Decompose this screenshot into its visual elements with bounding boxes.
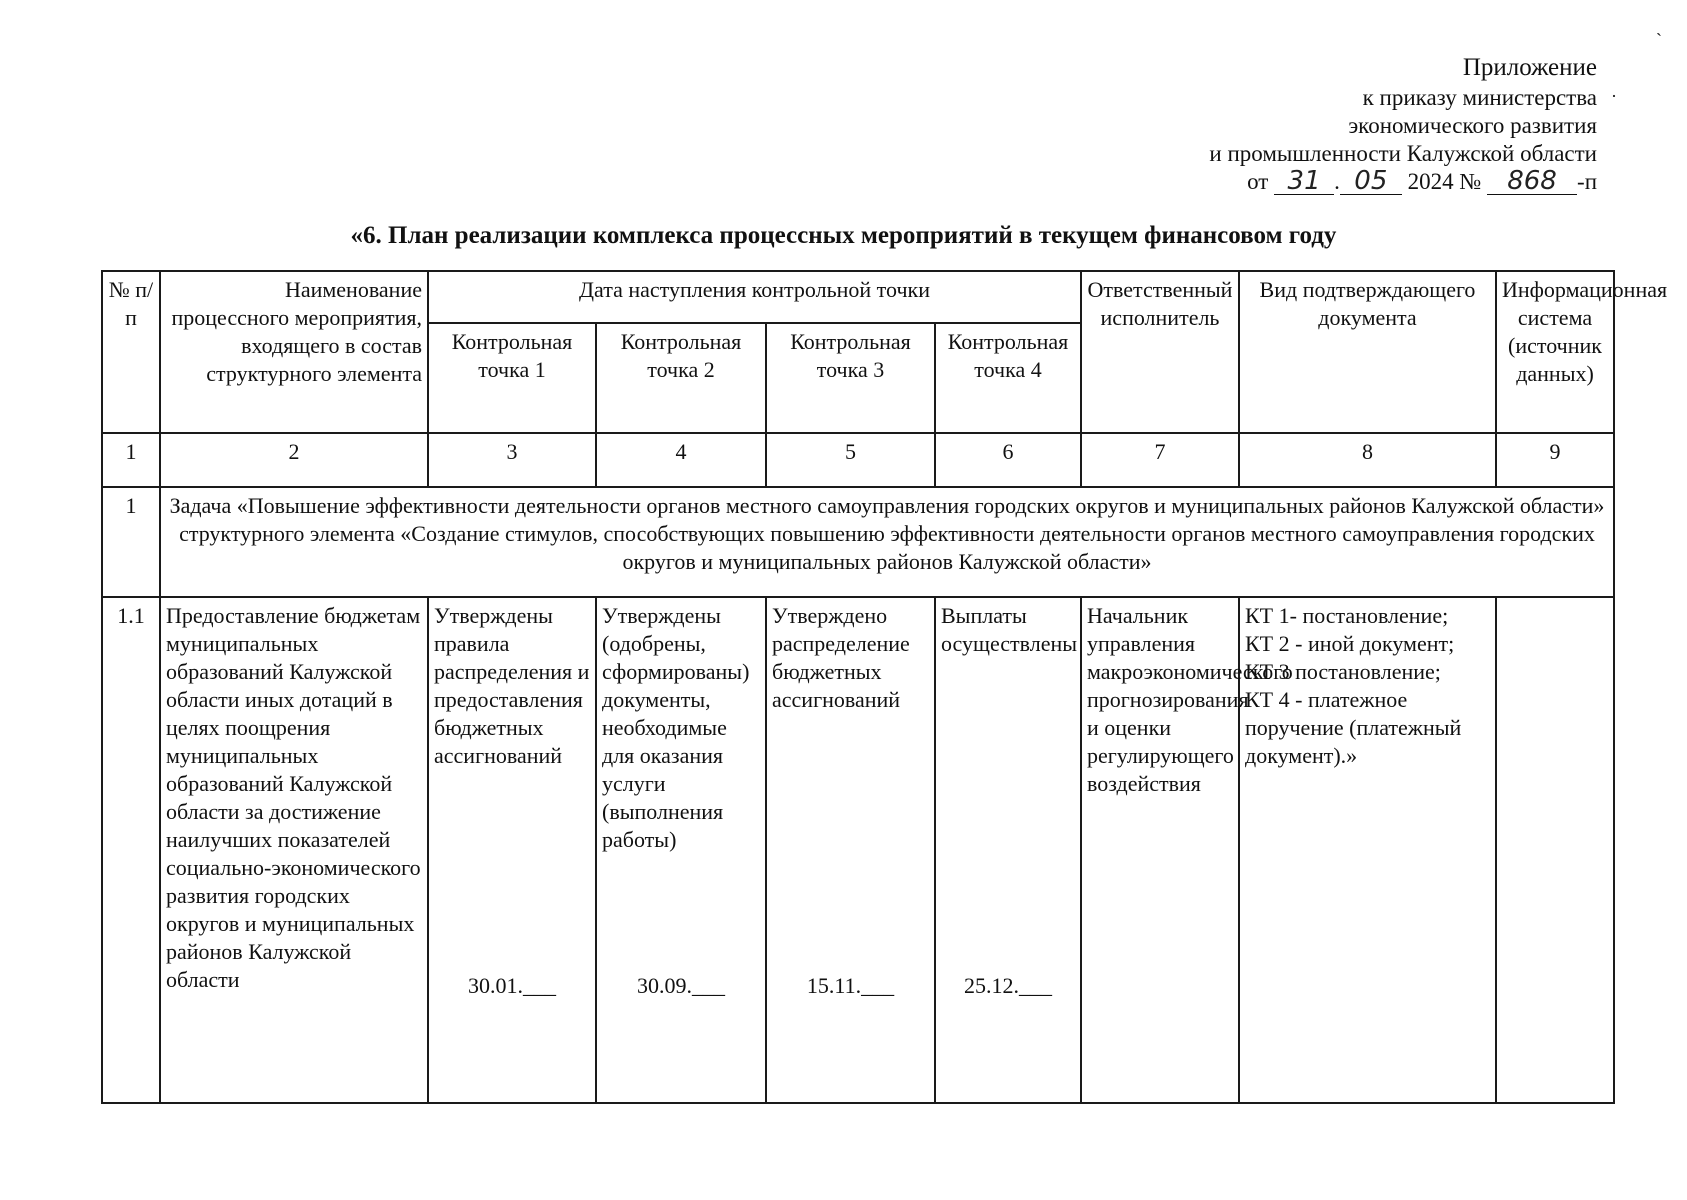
cp3-date: 15.11.___ bbox=[806, 973, 895, 998]
task-row bbox=[102, 487, 1614, 597]
column-number: 3 bbox=[428, 433, 596, 487]
doc-line: КТ 2 - иной документ; bbox=[1245, 631, 1455, 656]
header-responsible: Ответственный исполнитель bbox=[1081, 271, 1239, 433]
task-num: 1 bbox=[102, 487, 160, 597]
header-info-system: Информационная система (источник данных) bbox=[1496, 271, 1614, 433]
order-year: 2024 № bbox=[1407, 169, 1482, 194]
appendix-line: к приказу министерства bbox=[1362, 85, 1597, 110]
appendix-line: и промышленности Калужской области bbox=[1209, 141, 1597, 166]
order-day: 31 bbox=[1274, 168, 1334, 195]
appendix-block bbox=[1209, 52, 1597, 196]
document-title: «6. План реализации комплекса процессных мероприятий в текущем финансовом году bbox=[350, 222, 1337, 249]
cp1-cell bbox=[428, 597, 596, 1103]
cp4-text: Выплаты осуществлены bbox=[941, 603, 1078, 656]
header-num: № п/п bbox=[102, 271, 160, 433]
cp2-date: 30.09.___ bbox=[637, 973, 725, 998]
order-month: 05 bbox=[1340, 168, 1402, 195]
column-number-row bbox=[102, 433, 1614, 487]
appendix-line: Приложение bbox=[1462, 54, 1597, 81]
header-cp2: Контрольная точка 2 bbox=[596, 323, 766, 433]
order-number-suffix: -п bbox=[1577, 169, 1597, 194]
cp1-date: 30.01.___ bbox=[468, 973, 556, 998]
task-text: Задача «Повышение эффективности деятельности органов местного самоуправления городских округов и муниципальных районов Калужской области» структурного элемента «Создание стимулов, способствующих повышению эффективности деятельности органов местного самоуправления городских округов и муниципальных районов Калужской области» bbox=[160, 487, 1614, 597]
order-date-line: от 31 . 05 2024 № 868 -п bbox=[1247, 166, 1597, 196]
header-cp3: Контрольная точка 3 bbox=[766, 323, 935, 433]
cp2-text: Утверждены (одобрены, сформированы) документы, необходимые для оказания услуги (выполнения работы) bbox=[602, 603, 750, 852]
column-number: 4 bbox=[596, 433, 766, 487]
header-cp1: Контрольная точка 1 bbox=[428, 323, 596, 433]
header-cp4: Контрольная точка 4 bbox=[935, 323, 1081, 433]
column-number: 6 bbox=[935, 433, 1081, 487]
table-row bbox=[102, 597, 1614, 1103]
cp3-cell bbox=[766, 597, 935, 1103]
responsible-cell: Начальник управления макроэкономического прогнозирования и оценки регулирующего воздействия bbox=[1081, 597, 1239, 1103]
column-number: 1 bbox=[102, 433, 160, 487]
doc-line: КТ 1- постановление; bbox=[1245, 603, 1449, 628]
column-number: 9 bbox=[1496, 433, 1614, 487]
cp2-cell bbox=[596, 597, 766, 1103]
scan-mark: · bbox=[1611, 86, 1617, 106]
column-number: 8 bbox=[1239, 433, 1496, 487]
doc-line: КТ 4 - платежное поручение (платежный документ).» bbox=[1245, 687, 1462, 768]
activity-name: Предоставление бюджетам муниципальных образований Калужской области иных дотаций в целях поощрения муниципальных образований Калужской области за достижение наилучших показателей социально-экономического развития городских округов и муниципальных районов Калужской области bbox=[160, 597, 428, 1103]
row-num: 1.1 bbox=[102, 597, 160, 1103]
cp4-cell bbox=[935, 597, 1081, 1103]
header-doc-type: Вид подтверждающего документа bbox=[1239, 271, 1496, 433]
cp1-text: Утверждены правила распределения и предоставления бюджетных ассигнований bbox=[434, 603, 590, 768]
column-number: 5 bbox=[766, 433, 935, 487]
plan-table bbox=[101, 270, 1668, 1104]
doc-type-cell bbox=[1239, 597, 1496, 1103]
header-date-group: Дата наступления контрольной точки bbox=[428, 271, 1081, 323]
appendix-line: экономического развития bbox=[1348, 113, 1597, 138]
scan-mark: ` bbox=[1656, 30, 1662, 50]
doc-line: КТ 3 постановление; bbox=[1245, 659, 1441, 684]
order-number: 868 bbox=[1487, 168, 1577, 195]
cp4-date: 25.12.___ bbox=[964, 973, 1052, 998]
cp3-text: Утверждено распределение бюджетных ассигнований bbox=[772, 603, 910, 712]
header-row bbox=[102, 271, 1614, 323]
info-system-cell bbox=[1496, 597, 1614, 1103]
column-number: 2 bbox=[160, 433, 428, 487]
header-activity-name: Наименование процессного мероприятия, входящего в состав структурного элемента bbox=[160, 271, 428, 433]
date-prefix: от bbox=[1247, 169, 1269, 194]
column-number: 7 bbox=[1081, 433, 1239, 487]
